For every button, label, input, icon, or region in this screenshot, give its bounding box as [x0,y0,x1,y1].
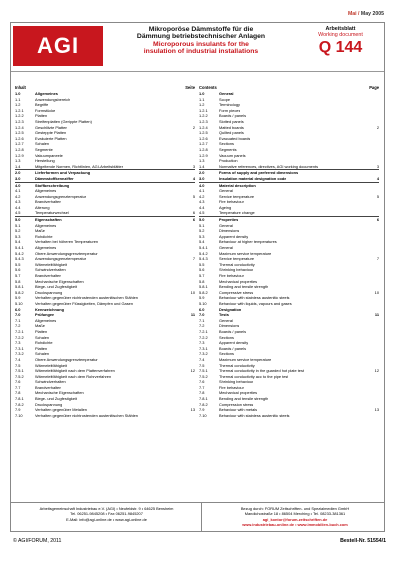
section-title: Formstücke [35,107,56,113]
title-de-line2: Dämmung betriebstechnischer Anlagen [136,33,266,41]
section-number: 1.2.1 [199,107,208,113]
section-title: Thermal conductivity acc to the pipe test [219,373,289,379]
section-number: 7.8 [15,390,21,396]
section-number: 7.7 [199,384,205,390]
section-title: Brandverhalten [35,384,62,390]
section-title: Fire behaviour [219,273,244,278]
section-number: 1.2.9 [15,152,24,158]
section-page: 13 [190,407,195,413]
section-title: Tests [219,312,229,318]
toc-english [199,85,379,418]
section-title: Terminology [219,102,240,108]
section-title: Fire behaviour [219,384,244,390]
toc-row[interactable] [15,413,195,419]
section-number: 5.8.2 [199,289,208,295]
section-number: 7.8.1 [15,396,24,402]
section-title: Compression stress [219,401,254,407]
section-title: Verhalten bei höheren Temperaturen [35,239,99,245]
section-number: 1.3 [15,158,21,164]
toc-row[interactable] [199,413,379,419]
section-number: 7.2 [199,323,205,329]
section-title: Allgemeines [35,91,58,96]
section-title: Quilted panels [219,130,244,136]
section-number: 5.4.3 [199,256,208,262]
section-number: 5.8.2 [15,289,24,295]
section-title: Properties [219,217,239,223]
section-title: Wärmeleitfähigkeit nach dem Plattenverfahren [35,368,115,374]
section-number: 4.2 [199,193,205,199]
section-title: General [219,245,233,251]
section-page: 2 [376,124,379,130]
section-title: Wärmeleitfähigkeit [35,261,68,267]
section-number: 7.2.2 [199,334,208,340]
section-number: 1.2.1 [15,107,24,113]
section-title: Mechanische Eigenschaften [35,278,84,284]
section-number: 1.2.5 [15,130,24,136]
footer-phone: Tel. 06251-9845208 • Fax 06251-9845207 [70,511,143,517]
section-title: Temperaturwechsel [35,210,69,216]
section-page: 5 [192,193,195,199]
section-number: 7.3.1 [199,345,208,351]
section-title: Wärmeleitfähigkeit [35,362,68,368]
section-number: 7.2.1 [15,328,24,334]
section-title: Allgemeines [35,222,57,228]
section-number: 5.4.1 [15,245,24,251]
section-number: 3.0 [15,175,21,181]
section-title: Scope [219,96,231,102]
section-page: 3 [192,163,195,169]
section-number: 4.4 [15,204,21,210]
contents-heading-de: Inhalt [15,85,26,90]
section-title: Sections [219,141,234,147]
section-title: Behaviour with liquids, vapours and gases [219,300,292,306]
order-number: Bestell-Nr. 51554/1 [340,538,386,544]
section-title: Rohdichte [35,340,53,346]
footer-divider [201,503,202,531]
section-page: 7 [192,256,195,262]
section-title: Gesteppte Platten [35,130,67,136]
section-title: Herstellung [35,158,55,164]
section-page: 3 [376,163,379,169]
section-number: 5.7 [199,273,205,278]
section-page: 2 [192,124,195,130]
toc-row[interactable] [15,210,195,217]
page-label-de: Seite [185,85,195,90]
section-number: 1.2.4 [15,124,24,130]
toc-row[interactable] [199,176,379,183]
section-title: Anwendungsgrenztemperatur [35,256,87,262]
section-number: 7.3.2 [199,351,208,357]
section-title: Verhalten gegenüber Flüssigkeiten, Dämpfen und Gasen [35,300,133,306]
section-title: Stoffbeschreibung [35,182,70,188]
section-number: 5.6 [199,267,205,273]
section-title: Segmente [35,146,53,152]
section-number: 1.2.6 [199,135,208,141]
section-number: 4.0 [15,182,21,188]
section-title: Begriffe [35,102,49,108]
section-number: 7.9 [199,407,205,413]
section-title: General [219,317,233,323]
section-title: Schwindverhalten [35,379,66,385]
section-page: 11 [190,312,195,318]
section-number: 1.2.7 [199,141,208,147]
section-title: Mechanical properties [219,390,258,396]
section-title: Allgemeines [35,188,57,194]
section-number: 5.1 [15,222,21,228]
section-title: Brandverhalten [35,199,62,205]
section-number: 6.0 [199,306,205,312]
issue-date: Mai / May 2005 [347,11,384,17]
toc-german [15,85,195,418]
section-number: 5.2 [15,228,21,234]
section-number: 7.1 [199,317,205,323]
section-title: Verhalten gegenüber nichtrostenden austenitischen Stählen [35,295,138,301]
section-page: 10 [374,289,379,295]
section-number: 5.1 [199,222,205,228]
section-number: 7.5 [199,362,205,368]
section-number: 2.0 [15,170,21,176]
section-title: Thermal conductivity [219,362,255,368]
contents-heading-en: Contents [199,85,217,90]
section-number: 1.2.2 [199,113,208,119]
section-number: 5.5 [15,261,21,267]
section-number: 4.5 [199,210,205,216]
title-de-line1: Mikroporöse Dämmstoffe für die [148,26,254,33]
section-title: Lieferformen und Verpackung [35,170,91,176]
section-title: Thermal conductivity [219,261,255,267]
section-title: Normative references, directives, AGI working documents [219,163,319,169]
section-number: 7.2 [15,323,21,329]
section-title: Sections [219,334,234,340]
section-title: Mechanische Eigenschaften [35,390,84,396]
section-title: Service temperature [219,256,255,262]
section-title: Maximum service temperature [219,250,272,256]
section-number: 4.1 [15,188,21,194]
section-title: Fire behaviour [219,199,244,205]
section-number: 5.2 [199,228,205,234]
toc-row[interactable] [15,176,195,183]
section-number: 1.2.9 [199,152,208,158]
doc-label-en: Working document [318,32,363,39]
section-number: 4.3 [199,199,205,205]
section-number: 5.5 [199,261,205,267]
section-title: Shrinking behaviour [219,267,254,273]
section-number: 1.2.2 [15,113,24,119]
section-number: 7.2.2 [15,334,24,340]
section-title: Dämmstoffkennziffer [35,175,74,181]
section-title: Geschlitzte Platten [35,124,68,130]
section-title: Streifenplatten (Geripptе Platten) [35,118,92,124]
section-title: Behaviour with stainless austenitic steels [219,412,290,418]
toc-row[interactable] [15,164,195,171]
section-title: Form pieces [219,107,241,113]
section-title: Druckspannung [35,289,63,295]
footer-address: Arbeitsgemeinschaft Industriebau e.V. (AGI) • Neufeldstr. 9 • 64625 Bensheim [39,506,174,511]
section-number: 7.10 [199,412,207,418]
section-number: 7.9 [15,407,21,413]
toc-row[interactable] [199,210,379,217]
section-title: Schalen [35,141,50,147]
section-title: Biege- und Zugfestigkeit [35,284,77,290]
section-number: 7.5.1 [199,368,208,374]
section-title: Platten [35,328,48,334]
section-title: Maße [35,228,45,234]
section-title: Anwendungsgrenztemperatur [35,193,87,199]
section-title: Eigenschaften [35,217,62,223]
section-title: Platten [35,345,48,351]
section-title: Verhalten gegenüber Metallen [35,407,87,413]
section-title: Verhalten gegenüber nichtrostenden austenitischen Stählen [35,412,138,418]
section-title: Wärmeleitfähigkeit nach dem Rohrverfahren [35,373,112,379]
page-label-en: Page [369,85,379,90]
document-title [109,26,293,66]
section-number: 1.1 [15,96,21,102]
section-title: Obere Anwendungsgrenztemperatur [35,356,98,362]
section-title: Dimensions [219,323,240,329]
section-title: Dimensions [219,228,240,234]
section-title: Apparent density [219,340,249,346]
section-title: Vakuumpaneele [35,152,63,158]
section-title: Slotted panels [219,118,244,124]
footer-distributor-email[interactable]: agi_kontor@forum-zeitschriften.de [262,516,328,522]
copyright: © AGI/FORUM, 2011 [13,538,62,544]
agi-logo: AGI [13,26,103,66]
section-page: 12 [374,368,379,374]
section-number: 7.5.2 [15,373,24,379]
section-number: 7.8.1 [199,396,208,402]
section-title: Mechanical properties [219,278,258,284]
section-title: Kennzeichnung [35,306,64,312]
section-title: Production [219,158,238,164]
title-en-line1: Microporous insulants for the [153,40,249,48]
section-title: Prüfungen [35,312,55,318]
section-page: 4 [376,175,379,181]
section-number: 5.6 [15,267,21,273]
section-title: Behaviour with stainless austenitic steels [219,295,290,301]
section-number: 5.9 [199,295,205,301]
footer-contact-link[interactable]: E-Mail: info@agi-online.de • www.agi-online.de [66,516,147,522]
section-number: 5.10 [15,300,23,306]
section-title: Vacuum panels [219,152,246,158]
section-number: 5.0 [15,217,21,223]
section-number: 1.4 [15,163,21,169]
section-number: 5.4.2 [199,250,208,256]
section-number: 1.2 [199,102,205,108]
section-page: 6 [192,210,195,216]
section-title: Allgemeines [35,245,57,251]
section-title: Matted boards [219,124,244,130]
section-title: Maße [35,323,45,329]
section-number: 7.4 [199,356,205,362]
section-page: 11 [374,312,379,318]
section-title: Boards / panels [219,328,247,334]
section-title: Schalen [35,351,50,357]
footer-distributor-address: Mandichostraße 18 • 86504 Merching • Tel. 08233-381361 [244,511,346,517]
doc-number: Q 144 [318,39,363,57]
section-number: 2.0 [199,170,205,176]
header-divider [11,71,384,72]
section-number: 1.2.8 [199,146,208,152]
section-number: 1.2 [15,102,21,108]
section-title: Brandverhalten [35,273,62,278]
section-number: 7.2.1 [199,328,208,334]
section-number: 5.3 [15,233,21,239]
section-title: Behaviour with metals [219,407,258,413]
section-page: 4 [192,175,195,181]
footer-publisher [19,506,194,522]
section-number: 1.2.8 [15,146,24,152]
section-title: Designation [219,306,242,312]
section-number: 5.3 [199,233,205,239]
section-title: Ageing [219,204,232,210]
section-title: General [219,91,234,96]
section-title: Compressive stress [219,289,254,295]
section-title: Thermal conductivity in the guarded hot plate test [219,368,304,374]
section-number: 5.7 [15,273,21,278]
section-title: Temperature change [219,210,255,216]
section-title: Druckspannung [35,401,63,407]
section-number: 7.7 [15,384,21,390]
section-number: 5.8.1 [199,284,208,290]
section-title: Insulation material designation code [219,175,287,181]
section-title: Sections [219,351,234,357]
section-title: Evakuierte Platten [35,135,67,141]
section-number: 7.8 [199,390,205,396]
section-title: Material description [219,182,256,188]
section-title: Segments [219,146,237,152]
section-number: 7.3.2 [15,351,24,357]
section-number: 1.0 [15,91,21,96]
section-page: 12 [190,368,195,374]
section-page: 13 [374,407,379,413]
section-number: 7.6 [199,379,205,385]
section-number: 4.3 [15,199,21,205]
section-number: 4.2 [15,193,21,199]
footer-distributor-web[interactable]: www.industriebau-online.de • www.immobilien-buch.com [242,521,348,527]
section-number: 5.4.2 [15,250,24,256]
section-title: Alterung [35,204,50,210]
section-number: 1.0 [199,91,205,96]
section-number: 7.8.2 [15,401,24,407]
section-title: Allgemeines [35,317,57,323]
section-number: 7.5.2 [199,373,208,379]
section-number: 5.8.1 [15,284,24,290]
section-number: 7.1 [15,317,21,323]
section-title: Anwendungsbereich [35,96,71,102]
section-page: 5 [376,193,379,199]
section-number: 1.4 [199,163,205,169]
title-en-line2: insulation of industrial installations [143,47,259,55]
section-number: 1.2.7 [15,141,24,147]
section-title: Obere Anwendungsgrenztemperatur [35,250,98,256]
section-number: 1.2.3 [199,118,208,124]
section-page: 6 [376,217,379,223]
section-number: 7.10 [15,412,23,418]
section-title: Bending and tensile strength [219,284,269,290]
section-title: Evacuated boards [219,135,251,141]
footer-distributor-name: Bezug durch: FORUM Zeitschriften- und Spezialmedien GmbH [240,506,350,511]
section-number: 5.8 [199,278,205,284]
section-number: 5.8 [15,278,21,284]
section-number: 1.2.6 [15,135,24,141]
section-number: 7.6 [15,379,21,385]
section-title: Bending and tensile strength [219,396,269,402]
section-title: Schalen [35,334,50,340]
section-number: 7.0 [15,312,21,318]
section-number: 7.8.2 [199,401,208,407]
section-title: General [219,222,233,228]
section-number: 7.0 [199,312,205,318]
footer [11,502,384,531]
section-title: Maximum service temperature [219,356,272,362]
section-number: 1.2.3 [15,118,24,124]
section-number: 1.2.5 [199,130,208,136]
section-number: 5.9 [15,295,21,301]
section-number: 7.4 [15,356,21,362]
section-number: 4.4 [199,204,205,210]
section-number: 4.5 [15,210,21,216]
section-number: 7.5.1 [15,368,24,374]
section-title: Boards / panels [219,345,247,351]
section-number: 4.1 [199,188,205,194]
section-title: General [219,188,233,194]
section-number: 7.3 [199,340,205,346]
section-title: Service temperature [219,193,255,199]
section-title: Boards / panels [219,113,247,119]
section-title: Rohdichte [35,233,53,239]
section-number: 3.0 [199,175,205,181]
section-title: Apparent density [219,233,249,239]
section-number: 5.0 [199,217,205,223]
section-page: 7 [376,256,379,262]
section-number: 7.3.1 [15,345,24,351]
footer-distributor [207,506,383,527]
section-number: 1.3 [199,158,205,164]
section-number: 7.5 [15,362,21,368]
document-number-box [298,26,383,66]
section-number: 7.3 [15,340,21,346]
section-title: Mitgeltende Normen, Richtlinien, AGI-Arbeitsblätter [35,163,124,169]
section-number: 5.4 [15,239,21,245]
section-number: 1.2.4 [199,124,208,130]
section-number: 5.4.1 [199,245,208,251]
section-number: 1.1 [199,96,205,102]
section-title: Shrinking behaviour [219,379,254,385]
section-number: 5.4.3 [15,256,24,262]
section-title: Forms of supply and preferred dimensions [219,170,299,176]
section-number: 4.0 [199,182,205,188]
section-title: Behaviour at higher temperatures [219,239,277,245]
section-title: Platten [35,113,48,119]
toc-row[interactable] [199,164,379,171]
section-title: Biege- und Zugfestigkeit [35,396,77,402]
section-title: Schwindverhalten [35,267,66,273]
section-number: 5.10 [199,300,207,306]
section-number: 6.0 [15,306,21,312]
section-page: 10 [190,289,195,295]
section-page: 6 [192,217,195,223]
section-number: 5.4 [199,239,205,245]
doc-label-de: Arbeitsblatt [325,26,356,32]
